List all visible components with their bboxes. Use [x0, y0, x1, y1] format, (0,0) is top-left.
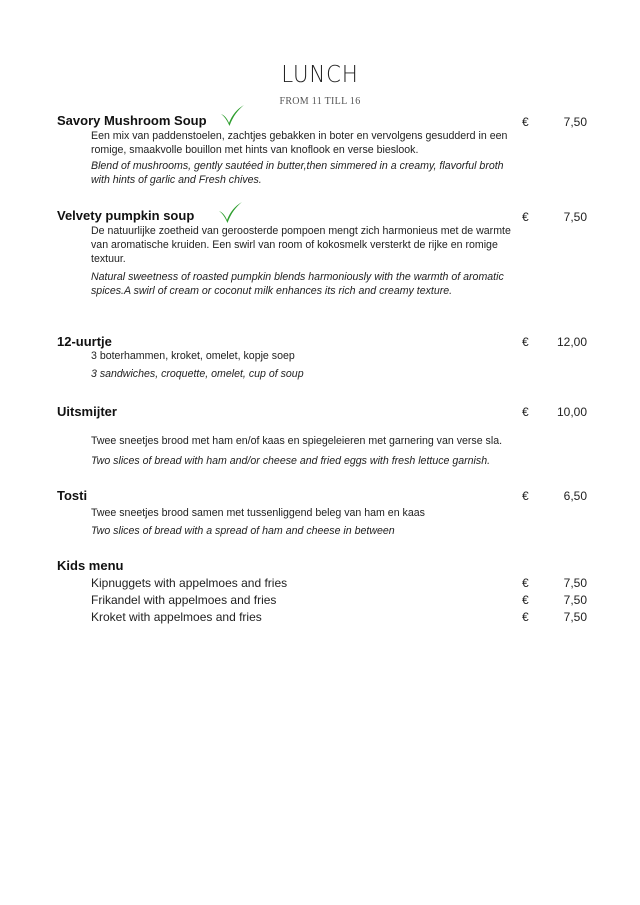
- item-description-en: Two slices of bread with ham and/or cheese and fried eggs with fresh lettuce garnish.: [91, 455, 491, 467]
- section-title: Kids menu: [57, 558, 124, 573]
- item-price: 7,50: [563, 610, 587, 624]
- menu-item-uitsmijter: [57, 404, 587, 469]
- item-name: Savory Mushroom Soup: [57, 113, 207, 128]
- kids-menu-section: [57, 558, 587, 628]
- item-description-en: Blend of mushrooms, gently sautéed in butter,then simmered in a creamy, flavorful broth with hints of garlic and Fresh chives.: [91, 160, 504, 186]
- menu-item-mushroom-soup: [57, 113, 587, 193]
- currency-symbol: €: [522, 576, 529, 590]
- item-description-nl: Een mix van paddenstoelen, zachtjes gebakken in boter en vervolgens gesudderd in een romige, smaakvolle bouillon met hints van knoflook en verse bieslook.: [91, 130, 508, 156]
- menu-item-12-uurtje: [57, 334, 587, 384]
- item-price: 7,50: [563, 576, 587, 590]
- currency-symbol: €: [522, 115, 529, 129]
- item-price: 7,50: [563, 115, 587, 129]
- menu-item-tosti: [57, 488, 587, 538]
- item-description-nl: De natuurlijke zoetheid van geroosterde pompoen mengt zich harmonieus met de warmte van aromatische kruiden. Een swirl van room of kokosmelk versterkt de rijke en romige textuur.: [91, 225, 511, 265]
- item-description-nl: Twee sneetjes brood met ham en/of kaas en spiegeleieren met garnering van verse sla.: [91, 435, 503, 447]
- currency-symbol: €: [522, 335, 529, 349]
- item-name: Kipnuggets with appelmoes and fries: [91, 576, 288, 590]
- check-icon: [217, 202, 243, 224]
- item-name: Tosti: [57, 488, 88, 503]
- item-name: Uitsmijter: [57, 404, 117, 419]
- menu-item-pumpkin-soup: [57, 208, 587, 303]
- item-name: Kroket with appelmoes and fries: [91, 610, 262, 624]
- page-subtitle: FROM 11 TILL 16: [279, 96, 361, 107]
- currency-symbol: €: [522, 489, 529, 503]
- item-name: 12-uurtje: [57, 334, 112, 349]
- item-description-en: Natural sweetness of roasted pumpkin blends harmoniously with the warmth of aromatic spices.A swirl of cream or coconut milk enhances its rich and creamy texture.: [91, 271, 504, 297]
- item-description-en: 3 sandwiches, croquette, omelet, cup of soup: [91, 368, 304, 380]
- item-price: 7,50: [563, 210, 587, 224]
- page-title: LUNCH: [281, 62, 359, 88]
- item-price: 10,00: [556, 405, 587, 419]
- currency-symbol: €: [522, 405, 529, 419]
- item-description-nl: 3 boterhammen, kroket, omelet, kopje soep: [91, 350, 295, 362]
- kids-menu-item: [57, 610, 587, 627]
- item-description-nl: Twee sneetjes brood samen met tussenliggend beleg van ham en kaas: [91, 507, 425, 519]
- currency-symbol: €: [522, 610, 529, 624]
- item-name: Frikandel with appelmoes and fries: [91, 593, 277, 607]
- kids-menu-item: [57, 593, 587, 610]
- item-price: 12,00: [556, 335, 587, 349]
- item-description-en: Two slices of bread with a spread of ham and cheese in between: [91, 525, 395, 537]
- currency-symbol: €: [522, 593, 529, 607]
- kids-menu-item: [57, 576, 587, 593]
- item-name: Velvety pumpkin soup: [57, 208, 195, 223]
- check-icon: [219, 105, 245, 127]
- item-price: 6,50: [563, 489, 587, 503]
- item-price: 7,50: [563, 593, 587, 607]
- currency-symbol: €: [522, 210, 529, 224]
